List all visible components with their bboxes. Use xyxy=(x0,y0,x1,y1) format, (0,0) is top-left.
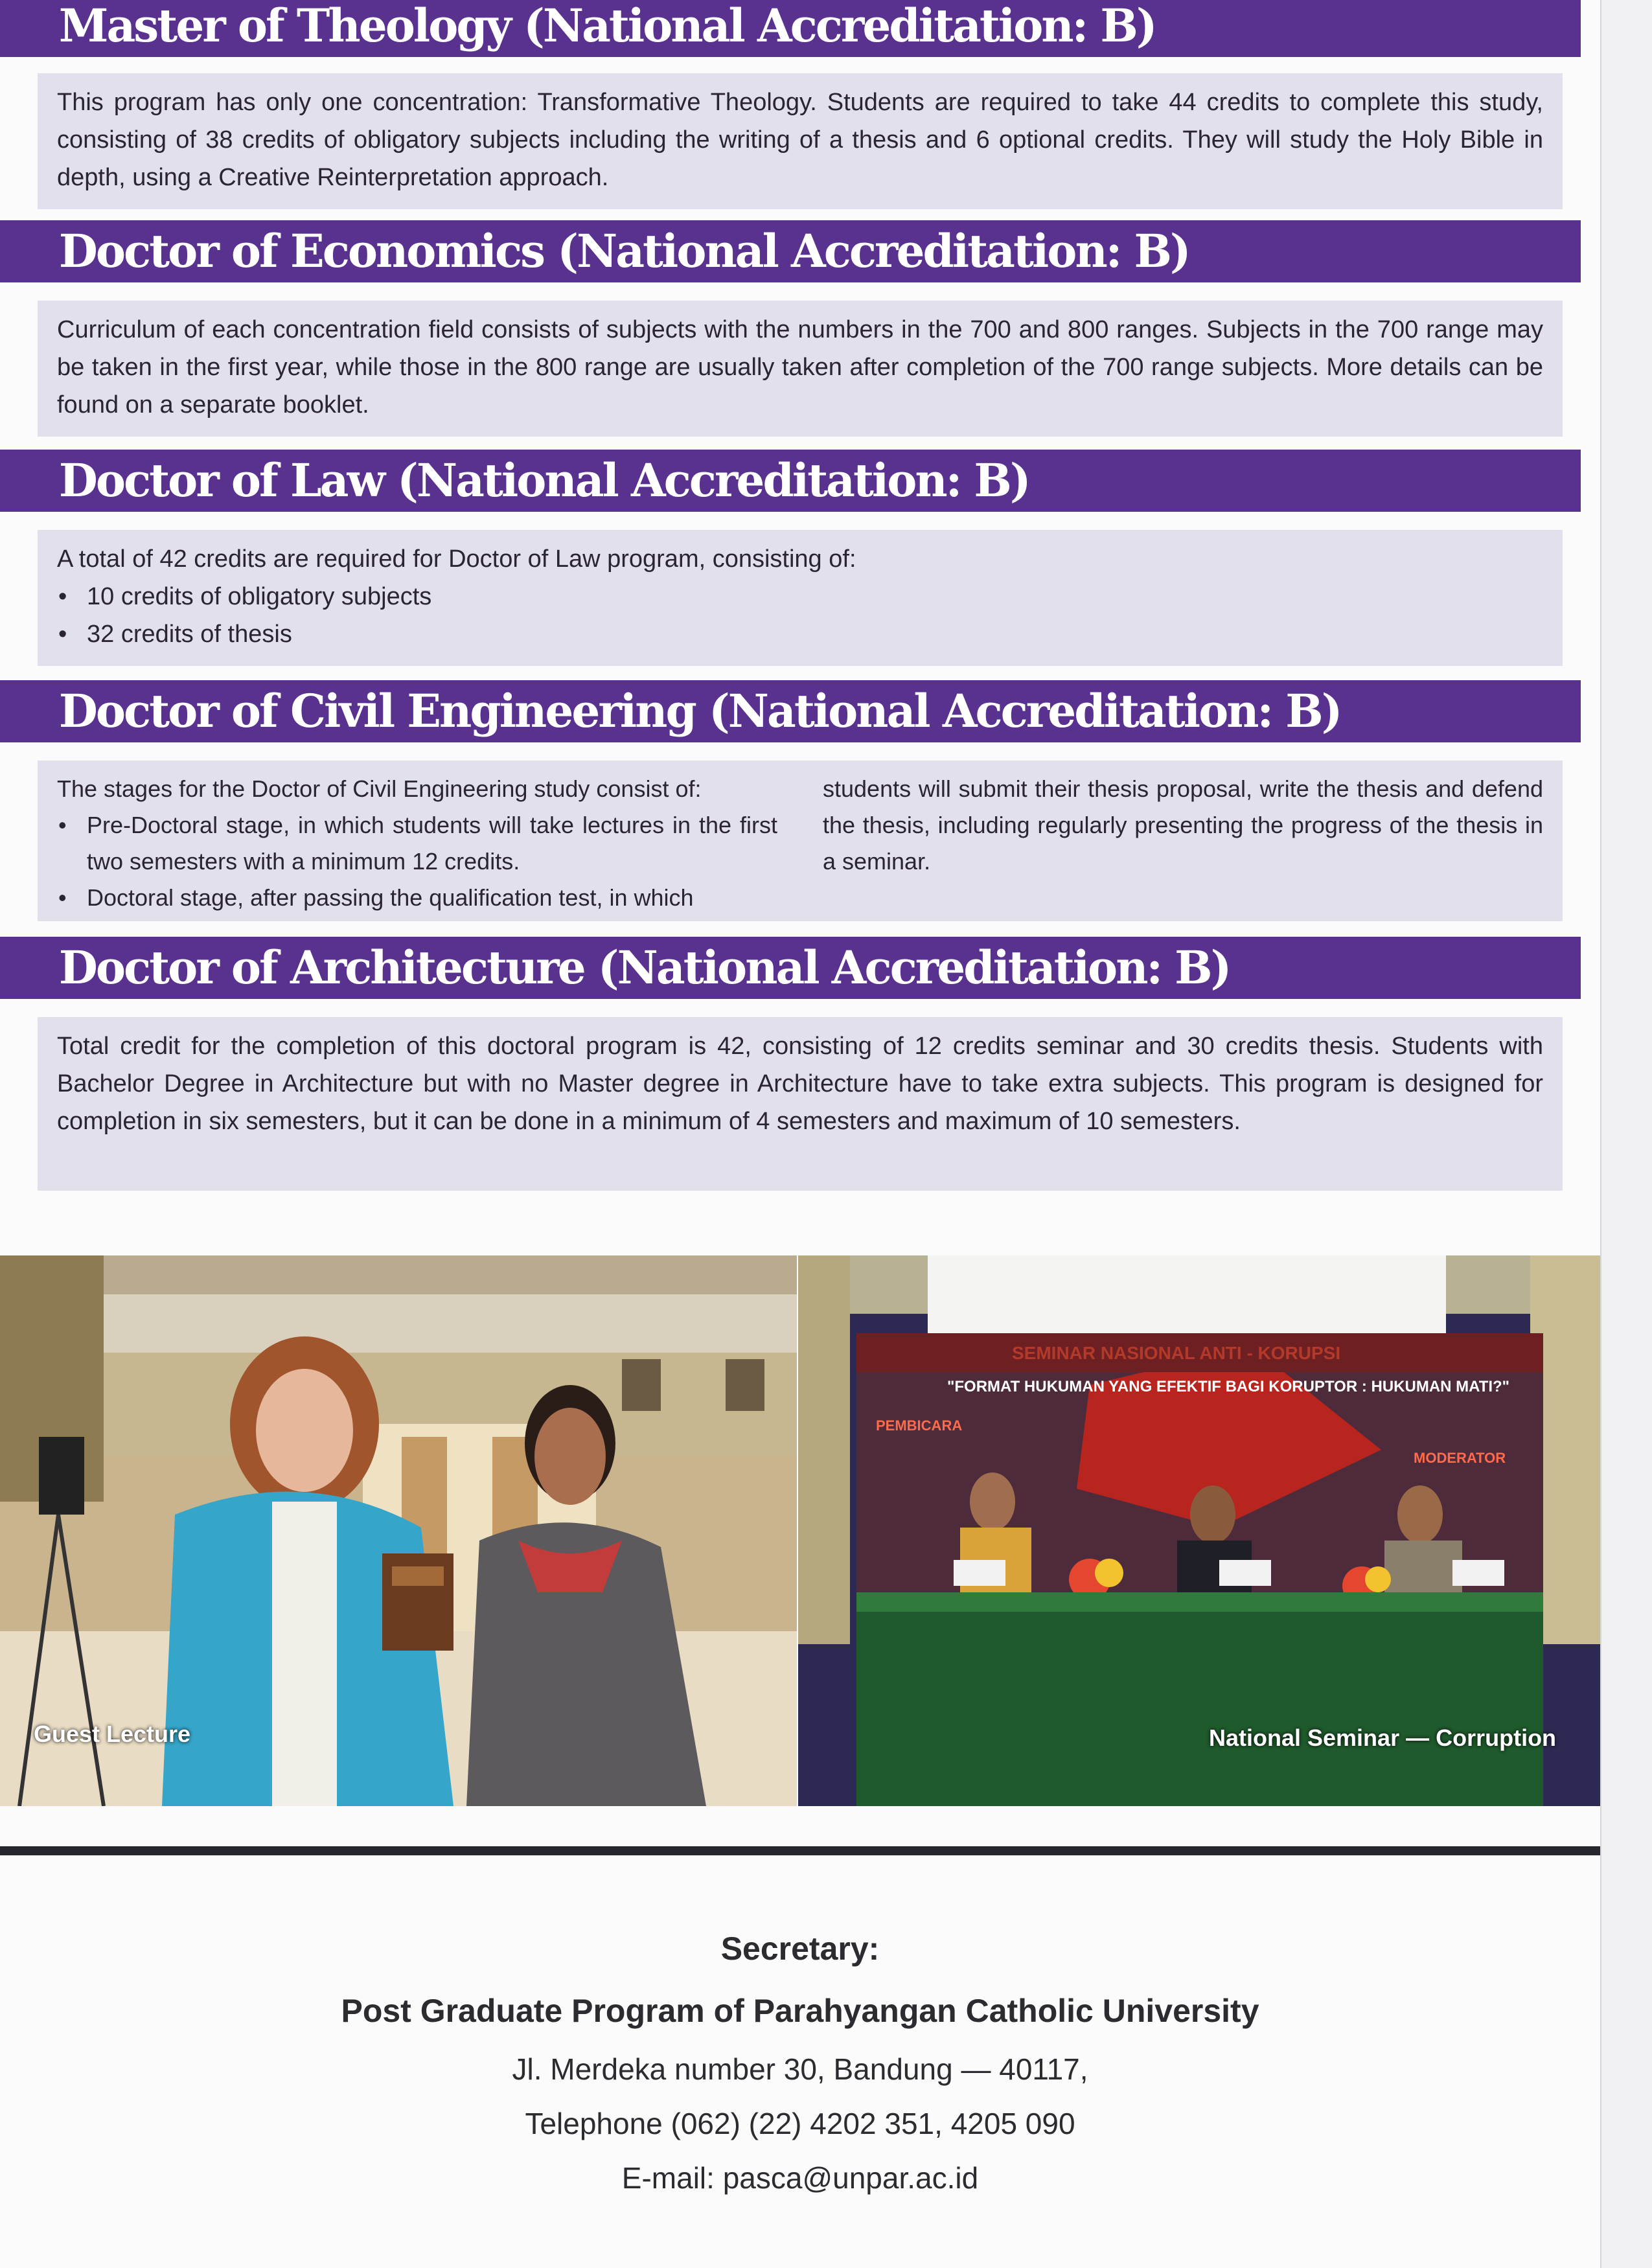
master-theology-text: This program has only one concentration: Transformative Theology. Students are required to take 44 credits to complete this study, consisting of 38 credits of obligatory subjects including the writing of a thesis and 6 optional credits. They will study the Holy Bible in depth, using a Creative Reinterpretation approach. xyxy=(57,89,1543,191)
footer-address: Jl. Merdeka number 30, Bandung — 40117, xyxy=(512,2052,1088,2086)
national-seminar-photo xyxy=(798,1255,1600,1806)
footer-telephone: Telephone (062) (22) 4202 351, 4205 090 xyxy=(525,2107,1075,2140)
doctor-law-intro: A total of 42 credits are required for Doctor of Law program, consisting of: xyxy=(57,545,856,573)
section-body-master-theology xyxy=(38,73,1563,209)
civil-engineering-left-column xyxy=(57,771,777,916)
contact-footer xyxy=(0,1918,1600,2205)
banner-quote: "FORMAT HUKUMAN YANG EFEKTIF BAGI KORUPTOR : HUKUMAN MATI?" xyxy=(947,1378,1510,1395)
civil-engineering-continuation: students will submit their thesis proposal, write the thesis and defend the thesis, including regularly presenting the progress of the thesis in a seminar. xyxy=(823,775,1543,875)
footer-divider xyxy=(0,1846,1600,1855)
doctor-architecture-text: Total credit for the completion of this doctoral program is 42, consisting of 12 credits seminar and 30 credits thesis. Students with Bachelor Degree in Architecture but with no Master degree in Architecture have to take extra subjects. This program is designed for completion in six semesters, but it can be done in a minimum of 4 semesters and maximum of 10 semesters. xyxy=(57,1033,1543,1135)
doctor-law-list xyxy=(57,578,1543,653)
guest-lecture-caption: Guest Lecture xyxy=(34,1721,191,1747)
photo-strip xyxy=(0,1255,1600,1806)
civil-engineering-list xyxy=(57,807,777,916)
national-seminar-caption: National Seminar — Corruption xyxy=(1209,1724,1557,1751)
doctor-economics-text: Curriculum of each concentration field consists of subjects with the numbers in the 700 and 800 ranges. Subjects in the 700 range may be taken in the first year, while those in the 800 range are usually taken after completion of the 700 range subjects. More details can be found on a separate booklet. xyxy=(57,316,1543,418)
section-heading-master-theology: Master of Theology (National Accreditation: B) xyxy=(0,0,1581,57)
section-body-doctor-architecture xyxy=(38,1017,1563,1191)
footer-label: Secretary: xyxy=(720,1930,880,1967)
banner-left-label: PEMBICARA xyxy=(876,1417,963,1434)
footer-organization: Post Graduate Program of Parahyangan Catholic University xyxy=(341,1993,1259,2029)
list-item: • 32 credits of thesis xyxy=(57,615,1543,653)
paper-edge xyxy=(1600,0,1652,2268)
guest-lecture-photo xyxy=(0,1255,797,1806)
section-body-doctor-civil-engineering xyxy=(38,761,1563,921)
section-heading-doctor-law: Doctor of Law (National Accreditation: B) xyxy=(0,450,1581,512)
section-body-doctor-law xyxy=(38,530,1563,666)
list-item: • Pre-Doctoral stage, in which students will take lectures in the first two semesters with a minimum 12 credits. xyxy=(57,807,777,880)
civil-engineering-right-column xyxy=(823,771,1543,916)
civil-engineering-intro: The stages for the Doctor of Civil Engineering study consist of: xyxy=(57,775,702,802)
section-body-doctor-economics xyxy=(38,301,1563,437)
section-heading-doctor-architecture: Doctor of Architecture (National Accreditation: B) xyxy=(0,937,1581,999)
banner-title: SEMINAR NASIONAL ANTI - KORUPSI xyxy=(1012,1343,1341,1363)
list-item: • Doctoral stage, after passing the qualification test, in which xyxy=(57,880,777,916)
banner-right-label: MODERATOR xyxy=(1414,1450,1506,1466)
footer-email: E-mail: pasca@unpar.ac.id xyxy=(621,2161,979,2195)
list-item: • 10 credits of obligatory subjects xyxy=(57,578,1543,615)
national-seminar-illustration xyxy=(798,1255,1600,1806)
section-heading-doctor-civil-engineering: Doctor of Civil Engineering (National Accreditation: B) xyxy=(0,680,1581,742)
section-heading-doctor-economics: Doctor of Economics (National Accreditation: B) xyxy=(0,220,1581,282)
